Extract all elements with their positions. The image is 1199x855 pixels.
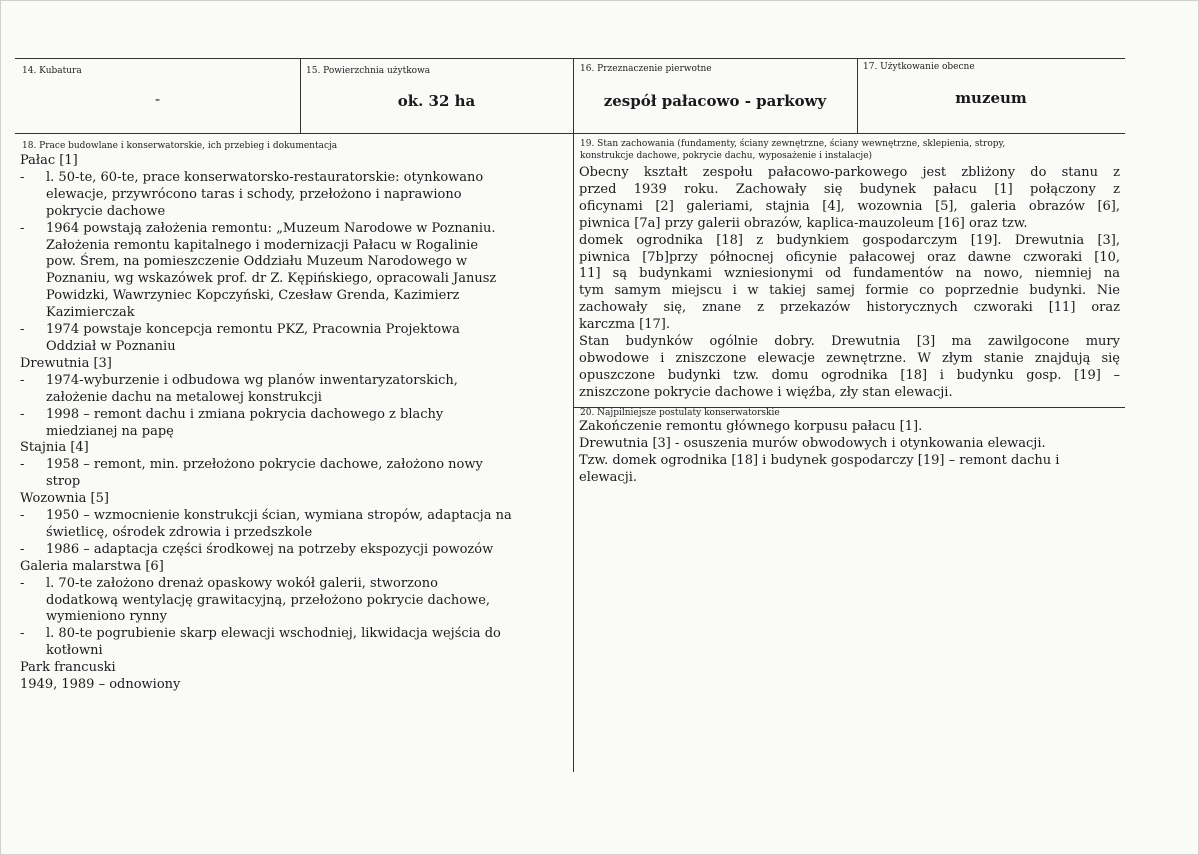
f18-bullet-text: świetlicę, ośrodek zdrowia i przedszkole	[46, 524, 313, 540]
f18-bullet-text: Powidzki, Wawrzyniec Kopczyński, Czesław Grenda, Kazimierz	[46, 288, 460, 304]
f15-label: 15. Powierzchnia użytkowa	[306, 66, 431, 76]
f18-bullet-text: kotłowni	[46, 643, 103, 659]
bullet-dash	[20, 288, 46, 305]
f19-line: przed 1939 roku. Zachowały się budynek pałacu [1] połączony z	[579, 181, 1120, 197]
bullet-dash: -	[20, 322, 25, 338]
f18-bullet-line	[20, 593, 568, 610]
bullet-dash	[20, 339, 46, 356]
f18-heading: Pałac [1]	[20, 153, 78, 168]
f15-value: ok. 32 ha	[397, 92, 476, 110]
bullet-dash: -	[20, 457, 25, 473]
f20-line: Tzw. domek ogrodnika [18] i budynek gospodarczy [19] – remont dachu i	[579, 452, 1060, 468]
f18-heading: Wozownia [5]	[20, 491, 109, 507]
f18-bullet-line	[20, 322, 568, 339]
f19-line: Stan budynków ogólnie dobry. Drewutnia [3] ma zawilgocone mury	[579, 334, 1120, 350]
f18-bullet-text: l. 70-te założono drenaż opaskowy wokół galerii, stworzono	[46, 575, 438, 591]
f19-line: piwnica [7a] przy galerii obrazów, kaplica-mauzoleum [16] oraz tzw.	[579, 215, 1028, 231]
f18-bullet-text: pow. Śrem, na pomieszczenie Oddziału Muzeum Narodowego w	[46, 254, 468, 270]
f19-line: karczma [17].	[579, 317, 670, 333]
f18-bullet-text: l. 80-te pogrubienie skarp elewacji wschodniej, likwidacja wejścia do	[46, 626, 501, 642]
f18-bullet-text: Kazimierczak	[46, 305, 135, 321]
f19-line: piwnica [7b]przy północnej oficynie pałacowej oraz dawne czworaki [10,	[579, 249, 1120, 265]
bullet-dash: -	[20, 541, 25, 557]
f20-line: elewacji.	[579, 469, 638, 485]
f18-bullet-line	[20, 576, 568, 593]
f18-bullet-text: 1986 – adaptacja części środkowej na potrzeby ekspozycji powozów	[46, 541, 494, 557]
f19-line: tym samym miejscu i w takiej samej formie co poprzednie budynki. Nie	[579, 283, 1120, 299]
f19-content	[579, 165, 1120, 402]
bullet-dash	[20, 390, 46, 407]
f18-bullet-text: wymieniono rynny	[46, 609, 167, 625]
f18-bullet-text: 1950 – wzmocnienie konstrukcji ścian, wymiana stropów, adaptacja na	[46, 508, 512, 524]
bullet-dash: -	[20, 406, 25, 422]
f19-line: opuszczone budynki tzw. domu ogrodnika [18] i budynku gosp. [19] –	[579, 367, 1120, 383]
bullet-dash	[20, 424, 46, 441]
f18-bullet-line	[20, 643, 568, 660]
f18-heading: Drewutnia [3]	[20, 355, 112, 371]
bullet-dash	[20, 238, 46, 255]
bullet-dash	[20, 254, 46, 271]
f18-heading: Galeria malarstwa [6]	[20, 558, 164, 574]
f18-heading: Park francuski	[20, 660, 116, 676]
f17-value: muzeum	[955, 89, 1027, 107]
f18-bullet-text: założenie dachu na metalowej konstrukcji	[46, 389, 322, 405]
bullet-dash	[20, 271, 46, 288]
f18-bullet-text: dodatkową wentylację grawitacyjną, przełożono pokrycie dachowe,	[46, 592, 491, 608]
bullet-dash: -	[20, 372, 25, 388]
bullet-dash	[20, 187, 46, 204]
bullet-dash	[20, 593, 46, 610]
f19-line: obwodowe i zniszczone elewacje zewnętrzne. W złym stanie znajdują się	[579, 350, 1120, 366]
bullet-dash	[20, 204, 46, 221]
f18-bullet-line	[20, 407, 568, 424]
f18-bullet-line	[20, 271, 568, 288]
f18-bullet-line	[20, 457, 568, 474]
f18-bullet-text: Założenia remontu kapitalnego i modernizacji Pałacu w Rogalinie	[46, 237, 479, 253]
bullet-dash	[20, 525, 46, 542]
bullet-dash: -	[20, 626, 25, 642]
mid-rule	[15, 133, 1125, 134]
f18-bullet-text: miedzianej na papę	[46, 423, 174, 439]
f18-bullet-text: 1974 powstaje koncepcja remontu PKZ, Pracownia Projektowa	[46, 322, 460, 338]
f18-bullet-line	[20, 373, 568, 390]
bullet-dash	[20, 643, 46, 660]
f20-line: Drewutnia [3] - osuszenia murów obwodowych i otynkowania elewacji.	[579, 435, 1046, 451]
f16-label: 16. Przeznaczenie pierwotne	[580, 64, 712, 74]
f18-bullet-text: strop	[46, 474, 81, 490]
f18-bullet-text: 1974-wyburzenie i odbudowa wg planów inwentaryzatorskich,	[46, 372, 458, 388]
f14-value: -	[154, 90, 161, 108]
bullet-dash	[20, 474, 46, 491]
f18-bullet-text: Poznaniu, wg wskazówek prof. dr Z. Kępińskiego, opracowali Janusz	[46, 271, 497, 287]
top-rule	[15, 58, 1125, 59]
f18-bullet-text: pokrycie dachowe	[46, 203, 166, 219]
f18-bullet-line	[20, 609, 568, 626]
bullet-dash: -	[20, 220, 25, 236]
f18-bullet-line	[20, 626, 568, 643]
f18-heading: 1949, 1989 – odnowiony	[20, 677, 181, 693]
f18-bullet-line	[20, 508, 568, 525]
f18-bullet-line	[20, 221, 568, 238]
f18-bullet-line	[20, 474, 568, 491]
f19-line: Obecny kształt zespołu pałacowo-parkowego jest zbliżony do stanu z	[579, 165, 1120, 180]
f18-bullet-line	[20, 187, 568, 204]
f19-line: 11] są budynkami wzniesionymi od fundamentów na nowo, niemniej na	[579, 266, 1120, 282]
f18-heading: Stajnia [4]	[20, 440, 89, 456]
f18-content	[20, 153, 568, 694]
f19-label-line: 19. Stan zachowania (fundamenty, ściany zewnętrzne, ściany wewnętrzne, sklepienia, stropy,	[580, 139, 1006, 149]
bullet-dash: -	[20, 508, 25, 524]
f16-value: zespół pałacowo - parkowy	[603, 92, 827, 110]
f19-label	[580, 138, 1005, 162]
f19-line: zniszczone pokrycie dachowe i więźba, zły stan elewacji.	[579, 384, 953, 400]
f19-line: zachowały się, znane z przekazów historycznych czworaki [11] oraz	[579, 300, 1120, 316]
f17-label: 17. Użytkowanie obecne	[863, 62, 975, 72]
f19-line: oficynami [2] galeriami, stajnia [4], wozownia [5], galeria obrazów [6],	[579, 198, 1120, 214]
f20-label: 20. Najpilniejsze postulaty konserwatorskie	[580, 408, 780, 418]
f18-bullet-line	[20, 204, 568, 221]
f18-bullet-line	[20, 305, 568, 322]
f18-bullet-line	[20, 254, 568, 271]
f18-bullet-text: 1964 powstają założenia remontu: „Muzeum Narodowe w Poznaniu.	[46, 220, 496, 236]
f19-line: domek ogrodnika [18] z budynkiem gospodarczym [19]. Drewutnia [3],	[579, 232, 1120, 248]
bullet-dash: -	[20, 169, 25, 185]
f18-bullet-line	[20, 339, 568, 356]
f18-bullet-text: Oddział w Poznaniu	[46, 338, 176, 354]
f14-label: 14. Kubatura	[22, 66, 82, 76]
f18-bullet-line	[20, 288, 568, 305]
f18-bullet-text: l. 50-te, 60-te, prace konserwatorsko-restauratorskie: otynkowano	[46, 169, 484, 185]
bullet-dash	[20, 305, 46, 322]
f18-bullet-text: elewacje, przywrócono taras i schody, przełożono i naprawiono	[46, 186, 462, 202]
f18-bullet-text: 1958 – remont, min. przełożono pokrycie dachowe, założono nowy	[46, 457, 483, 473]
divider-center	[573, 58, 574, 772]
f18-bullet-line	[20, 238, 568, 255]
f18-bullet-text: 1998 – remont dachu i zmiana pokrycia dachowego z blachy	[46, 406, 444, 422]
f19-label-line: konstrukcje dachowe, pokrycie dachu, wyposażenie i instalacje)	[580, 151, 873, 161]
f20-line: Zakończenie remontu głównego korpusu pałacu [1].	[579, 419, 923, 434]
f20-content	[579, 419, 1120, 487]
bullet-dash	[20, 609, 46, 626]
f18-bullet-line	[20, 525, 568, 542]
f18-label: 18. Prace budowlane i konserwatorskie, ich przebieg i dokumentacja	[22, 141, 338, 151]
bullet-dash: -	[20, 575, 25, 591]
f18-bullet-line	[20, 542, 568, 559]
f18-bullet-line	[20, 424, 568, 441]
f18-bullet-line	[20, 170, 568, 187]
f18-bullet-line	[20, 390, 568, 407]
